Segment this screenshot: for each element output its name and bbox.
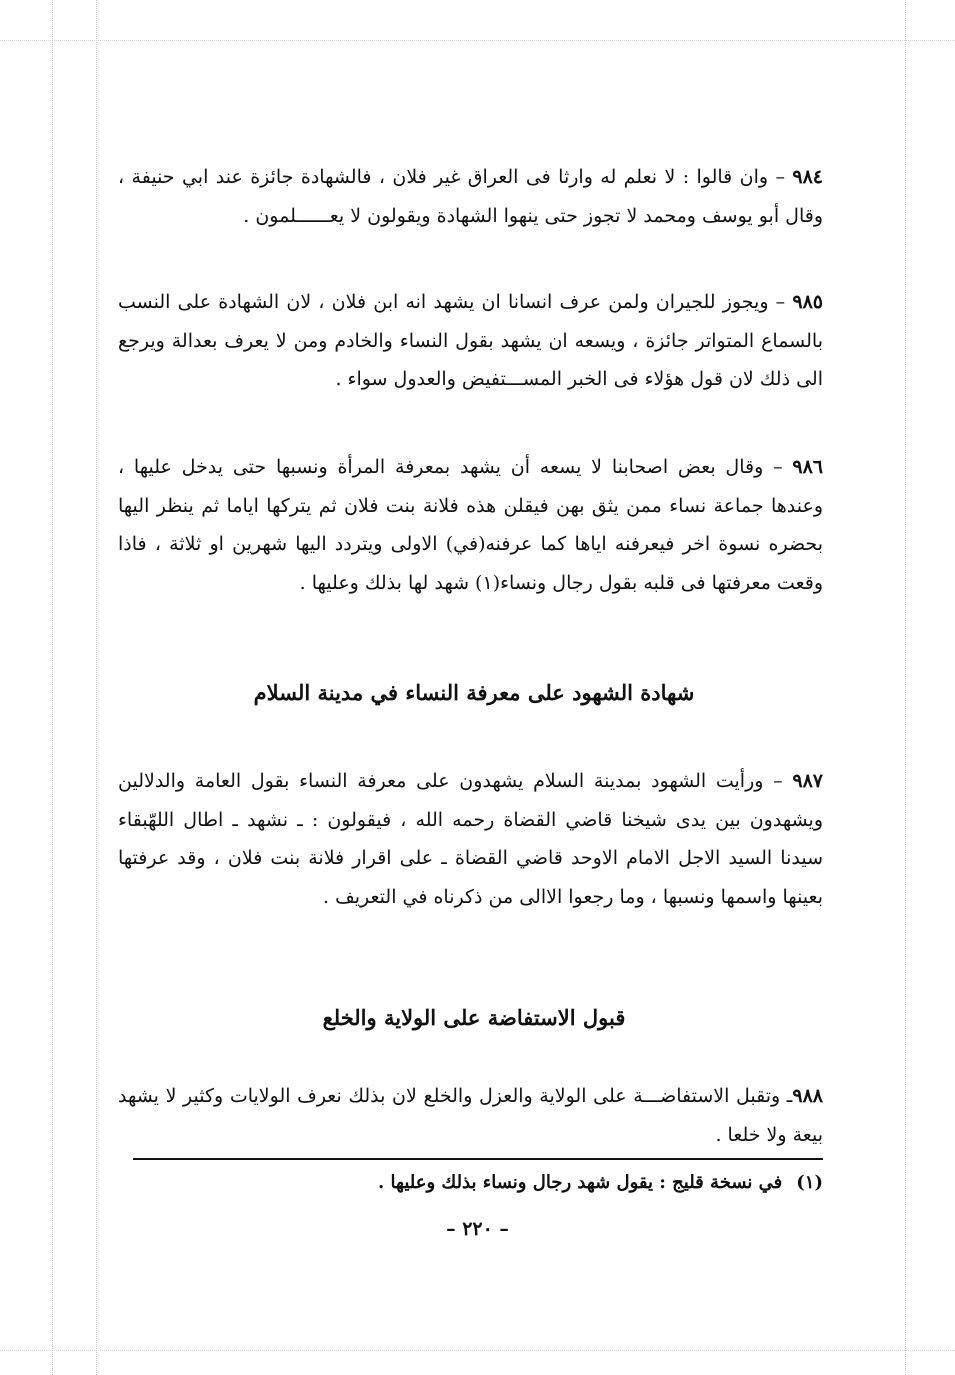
paragraph-number: ٩٨٨ [792,1085,823,1107]
paragraph-text: – ورأيت الشهود بمدينة السلام يشهدون على معرفة النساء بقول العامة والدلالين ويشهدون بين يدى شيخنا قاضي القضاة رحمه الله ، فيقولون : ـ نشهد ـ اطال اللهّبقاء سيدنا السيد الاجل الامام الاوحد قاضي القضاة ـ على اقرار فلانة بنت فلان ، وقد عرفتها بعينها واسمها ونسبها ، وما رجعوا الاالى من ذكرناه في التعريف . [118,770,823,908]
paragraph-986 [118,448,823,602]
paragraph-number: ٩٨٥ [792,291,823,313]
scan-border-bottom [0,1350,955,1351]
paragraph-985 [118,283,823,399]
section-heading-istifada: قبول الاستفاضة على الولاية والخلع [322,1005,626,1030]
scan-border-right [905,0,906,1375]
paragraph-text: ـ وتقبل الاستفاضـــة على الولاية والعزل والخلع لان بذلك نعرف الولايات وكثير لا يشهد بيعة ولا خلعا . [118,1085,823,1146]
paragraph-text: – وقال بعض اصحابنا لا يسعه أن يشهد بمعرفة المرأة ونسبها حتى يدخل عليها ، وعندها جماعة نساء ممن يثق بهن فيقلن هذه فلانة بنت فلان ثم يتركها اياما ثم ينظر اليها بحضره نسوة اخر فيعرفنه اياها كما عرفنه(في) الاولى ويتردد اليها شهرين او ثلاثة ، فاذا وقعت معرفتها فى قلبه بقول رجال ونساء(١) شهد لها بذلك وعليها . [118,456,823,594]
paragraph-text: – ويجوز للجيران ولمن عرف انسانا ان يشهد انه ابن فلان ، لان الشهادة على النسب بالسماع المتواتر جائزة ، ويسعه ان يشهد بقول النساء والخادم ومن لا يعرف بعدالة ويرجع الى ذلك لان قول هؤلاء فى الخبر المســـتفيض والعدول سواء . [118,291,823,390]
paragraph-number: ٩٨٤ [792,166,823,188]
footnote [133,1167,823,1199]
paragraph-number: ٩٨٦ [792,456,823,478]
paragraph-number: ٩٨٧ [792,770,823,792]
paragraph-984 [118,158,823,235]
paragraph-987 [118,762,823,916]
footnote-mark: (١) [796,1172,823,1193]
paragraph-text: – وان قالوا : لا نعلم له وارثا فى العراق غير فلان ، فالشهادة جائزة عند ابي حنيفة ، وقال أبو يوسف ومحمد لا تجوز حتى ينهوا الشهادة ويقولون لا يعــــــلمون . [118,166,823,227]
scan-border-top [0,40,955,41]
scan-border-left [52,0,53,1375]
page-number: – ٢٢٠ – [446,1218,509,1240]
footnote-text: في نسخة قليج : يقول شهد رجال ونساء بذلك وعليها . [378,1172,783,1193]
section-heading-witnesses-women: شهادة الشهود على معرفة النساء في مدينة السلام [253,680,695,705]
scan-border-left-inner [96,0,97,1375]
footnote-divider [133,1158,823,1160]
paragraph-988 [118,1077,823,1154]
